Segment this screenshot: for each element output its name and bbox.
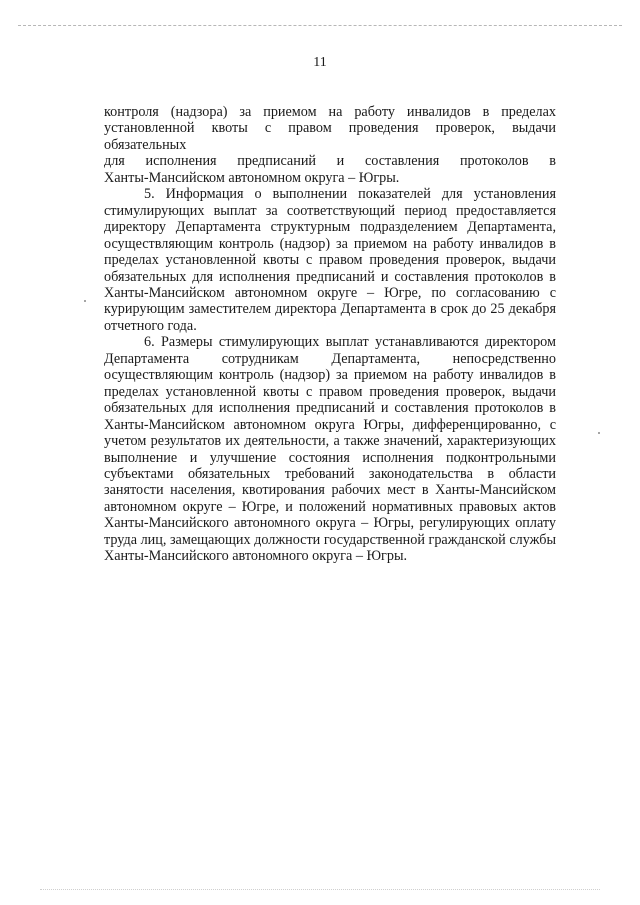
text-line: выполнение и улучшение состояния исполнения подконтрольными <box>104 449 556 466</box>
text-line: Ханты-Мансийском автономном округа – Югры. <box>104 169 400 186</box>
text-line: занятости населения, квотирования рабочих мест в Ханты-Мансийском <box>104 482 556 499</box>
paragraph-5 <box>104 186 556 334</box>
text-line: пределах установленной квоты с правом проведения проверок, выдачи <box>104 383 556 400</box>
text-line: стимулирующих выплат за соответствующий период предоставляется <box>104 202 556 219</box>
text-line: обязательных для исполнения предписаний и составления протоколов в <box>104 268 556 285</box>
text-line: учетом результатов их деятельности, а также значений, характеризующих <box>104 433 556 450</box>
text-line: субъектами обязательных требований законодательства в области <box>104 465 556 482</box>
text-line: пределах установленной квоты с правом проведения проверок, выдачи <box>104 252 556 269</box>
page-number: 11 <box>313 55 327 70</box>
text-line: отчетного года. <box>104 317 197 334</box>
text-line: 5. Информация о выполнении показателей для установления <box>144 186 556 203</box>
text-line: Ханты-Мансийского автономного округа – Югры, регулирующих оплату <box>104 515 556 532</box>
scan-speck <box>84 300 86 302</box>
scan-speck <box>598 432 600 434</box>
page-top-rule <box>18 25 622 26</box>
text-line: труда лиц, замещающих должности государственной гражданской службы <box>104 531 556 548</box>
text-line: осуществляющим контроль (надзор) за приемом на работу инвалидов в <box>104 367 556 384</box>
text-line: автономном округе – Югре, и положений нормативных правовых актов <box>104 498 556 515</box>
text-line: Ханты-Мансийском автономном округе – Югре, по согласованию с <box>104 284 556 301</box>
text-line: контроля (надзора) за приемом на работу инвалидов в пределах <box>104 104 556 120</box>
text-line: обязательных для исполнения предписаний и составления протоколов в <box>104 400 556 417</box>
text-line: 6. Размеры стимулирующих выплат устанавливаются директором <box>144 334 556 351</box>
text-line: установленной квоты с правом проведения проверок, выдачи обязательных <box>104 120 556 153</box>
paragraph-6 <box>104 334 556 564</box>
text-line: директору Департамента структурным подразделением Департамента, <box>104 219 556 236</box>
text-line: Ханты-Мансийском автономном округа Югры, дифференцированно, с <box>104 416 556 433</box>
page-bottom-rule <box>40 889 600 890</box>
text-line: Ханты-Мансийского автономного округа – Югры. <box>104 548 408 565</box>
document-body <box>104 104 556 565</box>
text-line: для исполнения предписаний и составления протоколов в <box>104 153 556 170</box>
text-line: Департамента сотрудникам Департамента, непосредственно <box>104 350 556 367</box>
text-line: осуществляющим контроль (надзор) за приемом на работу инвалидов в <box>104 235 556 252</box>
text-line: курирующим заместителем директора Департамента в срок до 25 декабря <box>104 301 556 318</box>
paragraph-continuation <box>104 104 556 186</box>
